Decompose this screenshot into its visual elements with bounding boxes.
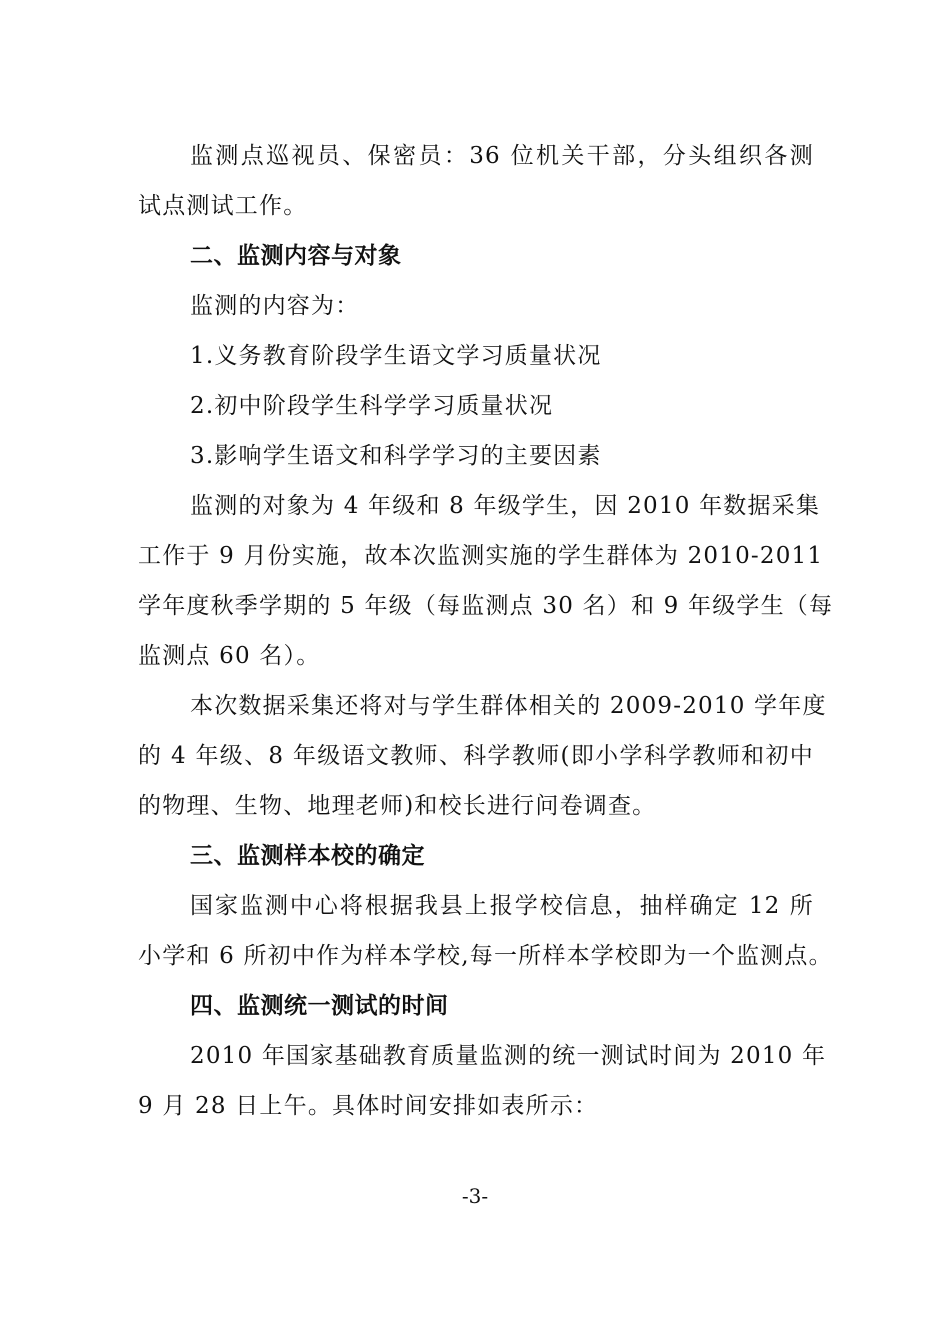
- paragraph-line: 监测的对象为 4 年级和 8 年级学生，因 2010 年数据采集: [190, 493, 821, 519]
- paragraph-line: 试点测试工作。: [138, 193, 308, 219]
- paragraph-line: 2010 年国家基础教育质量监测的统一测试时间为 2010 年: [190, 1043, 827, 1069]
- paragraph-line: 本次数据采集还将对与学生群体相关的 2009-2010 学年度: [190, 693, 827, 719]
- paragraph-line: 的 4 年级、8 年级语文教师、科学教师(即小学科学教师和初中: [138, 743, 814, 769]
- section-heading-4: 四、监测统一测试的时间: [190, 993, 449, 1019]
- paragraph-line: 工作于 9 月份实施，故本次监测实施的学生群体为 2010-2011: [138, 543, 824, 569]
- paragraph-line: 的物理、生物、地理老师)和校长进行问卷调查。: [138, 793, 657, 819]
- page-number: -3-: [461, 1184, 489, 1208]
- list-item: 2.初中阶段学生科学学习质量状况: [190, 393, 554, 419]
- document-body: [138, 131, 834, 1131]
- paragraph-line: 监测点 60 名）。: [138, 643, 321, 669]
- list-item: 1.义务教育阶段学生语文学习质量状况: [190, 343, 602, 369]
- paragraph-line: 小学和 6 所初中作为样本学校,每一所样本学校即为一个监测点。: [138, 943, 833, 969]
- paragraph-line: 监测点巡视员、保密员：36 位机关干部，分头组织各测: [190, 143, 814, 169]
- paragraph-line: 9 月 28 日上午。具体时间安排如表所示：: [138, 1093, 599, 1119]
- paragraph-line: 国家监测中心将根据我县上报学校信息，抽样确定 12 所: [190, 893, 814, 919]
- paragraph-line: 监测的内容为：: [190, 293, 360, 319]
- section-heading-3: 三、监测样本校的确定: [190, 843, 425, 869]
- section-heading-2: 二、监测内容与对象: [190, 243, 402, 269]
- paragraph-line: 学年度秋季学期的 5 年级（每监测点 30 名）和 9 年级学生（每: [138, 593, 834, 619]
- list-item: 3.影响学生语文和科学学习的主要因素: [190, 443, 602, 469]
